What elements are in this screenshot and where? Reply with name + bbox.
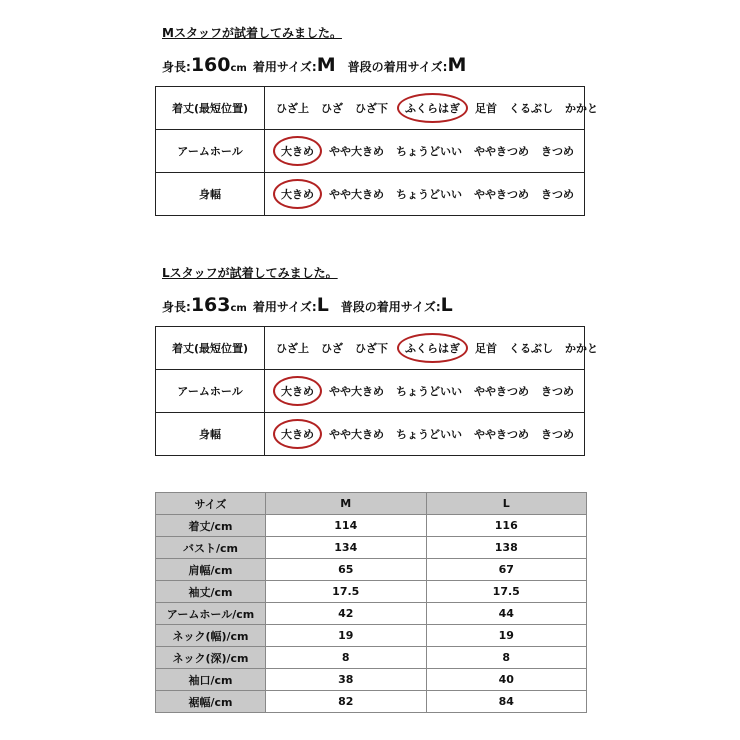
- worn-size-value: L: [316, 294, 329, 316]
- height-value: 163: [190, 294, 231, 316]
- fit-option: ひざ: [321, 102, 343, 115]
- fit-row-label: 着丈(最短位置): [156, 327, 265, 370]
- fit-option: やや大きめ: [329, 385, 384, 398]
- spec-cell: 19: [426, 625, 587, 647]
- worn-size-value: M: [316, 54, 336, 76]
- height-label: 身長:: [162, 60, 191, 74]
- fit-row-label: アームホール: [156, 370, 265, 413]
- fit-row-label: 身幅: [156, 413, 265, 456]
- fit-row-label: アームホール: [156, 130, 265, 173]
- spec-cell: 42: [266, 603, 427, 625]
- fit-option: ちょうどいい: [396, 145, 462, 158]
- spec-header-row: [156, 493, 587, 515]
- fit-option: ひざ上: [276, 102, 309, 115]
- spec-row-label: 着丈/cm: [156, 515, 266, 537]
- spec-cell: 138: [426, 537, 587, 559]
- spec-row-label: 袖口/cm: [156, 669, 266, 691]
- fit-option: きつめ: [541, 385, 574, 398]
- fit-option: くるぶし: [509, 102, 553, 115]
- fit-option: 足首: [475, 342, 497, 355]
- spec-cell: 19: [266, 625, 427, 647]
- fit-option: ややきつめ: [474, 145, 529, 158]
- spec-cell: 84: [426, 691, 587, 713]
- spec-row: [156, 559, 587, 581]
- spec-cell: 65: [266, 559, 427, 581]
- height-label: 身長:: [162, 300, 191, 314]
- fit-option: ちょうどいい: [396, 428, 462, 441]
- spec-row: [156, 647, 587, 669]
- spec-row: [156, 625, 587, 647]
- spec-row-label: バスト/cm: [156, 537, 266, 559]
- fit-options: [265, 173, 585, 216]
- spec-row-label: 裾幅/cm: [156, 691, 266, 713]
- fit-options: [265, 413, 585, 456]
- worn-size-label: 着用サイズ:: [252, 300, 317, 314]
- fit-option-selected: 大きめ: [273, 179, 322, 209]
- fit-option: かかと: [565, 342, 598, 355]
- fit-option-selected: 大きめ: [273, 376, 322, 406]
- fit-option: やや大きめ: [329, 145, 384, 158]
- spec-cell: 17.5: [266, 581, 427, 603]
- fit-row-label: 身幅: [156, 173, 265, 216]
- spec-cell: 44: [426, 603, 587, 625]
- spec-body: [156, 515, 587, 713]
- l-staff-heading: Lスタッフが試着してみました。: [162, 266, 338, 280]
- spec-header-cell: M: [266, 493, 427, 515]
- fit-option: きつめ: [541, 428, 574, 441]
- fit-option: きつめ: [541, 188, 574, 201]
- fit-options: [265, 87, 598, 130]
- m-staff-heading: Mスタッフが試着してみました。: [162, 26, 342, 40]
- fit-row: [156, 327, 585, 370]
- fit-option: きつめ: [541, 145, 574, 158]
- l-staff-size-line: [162, 294, 453, 316]
- spec-row-label: ネック(幅)/cm: [156, 625, 266, 647]
- fit-option: ややきつめ: [474, 385, 529, 398]
- spec-cell: 114: [266, 515, 427, 537]
- usual-size-label: 普段の着用サイズ:: [340, 300, 441, 314]
- fit-row: [156, 87, 585, 130]
- fit-options: [265, 370, 585, 413]
- spec-cell: 134: [266, 537, 427, 559]
- fit-option: やや大きめ: [329, 428, 384, 441]
- spec-row-label: アームホール/cm: [156, 603, 266, 625]
- fit-option: ちょうどいい: [396, 188, 462, 201]
- fit-options: [265, 130, 585, 173]
- fit-row-label: 着丈(最短位置): [156, 87, 265, 130]
- fit-option: かかと: [565, 102, 598, 115]
- fit-option: ややきつめ: [474, 188, 529, 201]
- m-staff-fit-table: [155, 86, 598, 216]
- spec-cell: 8: [266, 647, 427, 669]
- spec-row-label: ネック(深)/cm: [156, 647, 266, 669]
- spec-cell: 82: [266, 691, 427, 713]
- spec-cell: 40: [426, 669, 587, 691]
- spec-row: [156, 603, 587, 625]
- spec-row: [156, 669, 587, 691]
- fit-option: ひざ下: [355, 102, 388, 115]
- spec-row: [156, 515, 587, 537]
- spec-cell: 67: [426, 559, 587, 581]
- usual-size-label: 普段の着用サイズ:: [347, 60, 448, 74]
- height-unit: cm: [230, 63, 247, 74]
- fit-row: [156, 130, 585, 173]
- fit-option: ややきつめ: [474, 428, 529, 441]
- usual-size-value: M: [447, 54, 467, 76]
- height-value: 160: [190, 54, 231, 76]
- fit-option: ひざ下: [355, 342, 388, 355]
- spec-cell: 8: [426, 647, 587, 669]
- usual-size-value: L: [440, 294, 453, 316]
- fit-option-selected: 大きめ: [273, 136, 322, 166]
- spec-cell: 38: [266, 669, 427, 691]
- fit-option-selected: ふくらはぎ: [397, 93, 468, 123]
- fit-option: ちょうどいい: [396, 385, 462, 398]
- spec-header-cell: サイズ: [156, 493, 266, 515]
- spec-cell: 17.5: [426, 581, 587, 603]
- spec-row: [156, 581, 587, 603]
- spec-header-cell: L: [426, 493, 587, 515]
- fit-option: くるぶし: [509, 342, 553, 355]
- spec-row: [156, 537, 587, 559]
- fit-row: [156, 370, 585, 413]
- fit-option: ひざ: [321, 342, 343, 355]
- fit-row: [156, 173, 585, 216]
- fit-option: 足首: [475, 102, 497, 115]
- fit-row: [156, 413, 585, 456]
- spec-cell: 116: [426, 515, 587, 537]
- height-unit: cm: [230, 303, 247, 314]
- spec-row: [156, 691, 587, 713]
- fit-options: [265, 327, 598, 370]
- spec-row-label: 肩幅/cm: [156, 559, 266, 581]
- fit-option-selected: 大きめ: [273, 419, 322, 449]
- fit-option-selected: ふくらはぎ: [397, 333, 468, 363]
- size-spec-table: [155, 492, 587, 713]
- m-staff-size-line: [162, 54, 466, 76]
- fit-option: やや大きめ: [329, 188, 384, 201]
- worn-size-label: 着用サイズ:: [252, 60, 317, 74]
- spec-row-label: 袖丈/cm: [156, 581, 266, 603]
- l-staff-fit-table: [155, 326, 598, 456]
- fit-option: ひざ上: [276, 342, 309, 355]
